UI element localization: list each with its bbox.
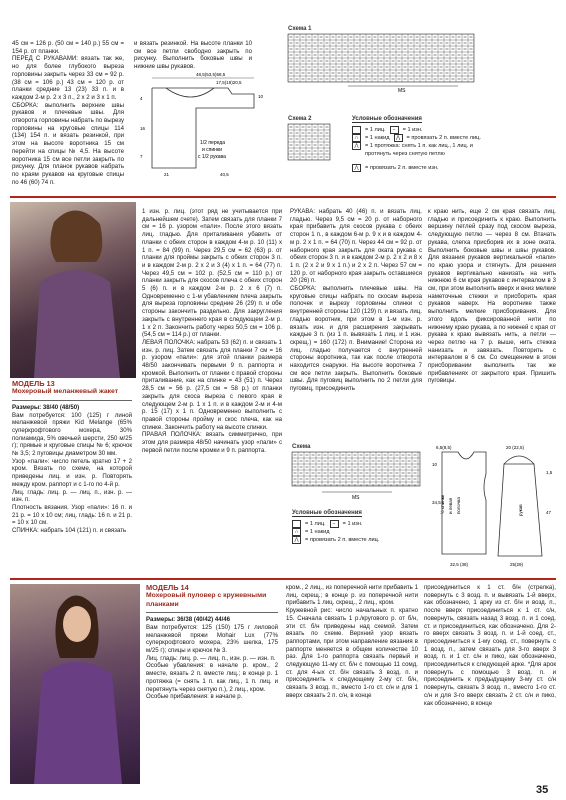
scheme2-title: Схема 2: [288, 116, 312, 122]
legend-bottom-sym: ⋀: [292, 536, 301, 544]
bottom-scheme-title: Схема: [292, 444, 311, 450]
legend-top-sym: ⋀: [352, 142, 361, 150]
p2-left3: полочка: [456, 497, 461, 514]
legend-bottom-text: = провязать 2 п. вместе лиц.: [305, 537, 380, 543]
legend-top-sym: [352, 126, 361, 134]
sec1-col4-text: к краю нить, еще 2 см края связать лиц. гладью и присоединить к краю. Выполнить вершину петлей сразу под скосом выреза, следующую петлю — через 8 см. Втачать рукава, слегка присборив их в зоне оката. Выполнить боковые швы и швы рукавов. Для вязания рукавов вертикальной «пали» по краю узора и стягнуть. Для решения рукавов вертикально нанизать на нить нижнюю 6 см края рукавов с интервалом в 3 см, при этом выполнить вверх и вниз мелкие наметочные стежки и присборить края рукавов наверх. На воротнике также выполнить мелкие присборивания. Для этого вдоль фиксированной нити по нижнему краю рукава, а по нижней с края от рукава к краю вывязать нить, а петли — через петлю на 7 р. выше, нить стежка нанизать и завязать. Повторить с интервалом в 6 см. Со смещением в этом присборивании выполнить так же прибавлениях от закрытого края. Пришить пуговицы.: [428, 208, 558, 385]
legend-bottom: [292, 520, 424, 544]
legend-top-text: = 1 накид: [365, 135, 390, 141]
model13-body: Вам потребуется: 100 (125) г линой меланжевой пряжи Kid Melange (65% суперкрофтового мохера, 30% полиамида, 5% овечьей шерсти, 250 м/25 г); прямые и круговые спицы № 6; крючок № 3,5; 2 пуговицы диаметром 30 мм. Узор «пали»: число петель кратно 17 + 2 кром. Вязать по схеме, на которой приведены лиц. и изн. р. Повторять между кром. раппорт и с 1-го по 4-й р. Лиц. гладь: лиц. р. — лиц. п., изн. р. — изн. п. Плотность вязания. Узор «пали»: 16 п. и 21 р. = 10 х 10 см; лиц. гладь: 16 п. и 21 р. = 10 х 10 см. СПИНКА: набрать 104 (121) п. и связать: [12, 411, 132, 535]
dim-top: 48,5(53,5)58,5: [196, 72, 226, 77]
scheme1-ms: MS: [398, 88, 406, 94]
page-number: 35: [536, 784, 549, 796]
model14-sizes: Размеры: 36/38 (40/42) 44/46: [146, 616, 231, 624]
bottom-scheme-ms: MS: [352, 495, 360, 501]
pattern-diagram-1: [136, 70, 274, 180]
model13-photo-figure: [10, 202, 136, 378]
label-half-front: 1/2 переда: [200, 140, 225, 146]
dim-left-c: 7: [140, 154, 143, 159]
model14-col2: Вам потребуется: 125 (150) 175 г лиловой меланжевой пряжи Mohair Lux (77% суперкрофтового мохера, 23% шелка, 175 м/25 г); спицы и крючок № 3. Лиц. гладь: лиц. р. — лиц. п., изн. р. — изн. п. Особые убавления: в начале р. кром., 2 вместе, вязать 2 п. вместе лиц.; в конце р. 1 протяжка (= снять 1 п. как лиц., 1 п. лиц. и перетянуть через снятую п.), 2 лиц., кром. Особые прибавления: в начале р.: [146, 623, 278, 701]
bottom-legend-title: Условные обозначения: [292, 510, 362, 516]
p2-d4: 34,5: [432, 500, 441, 505]
p2-top2: 20 (22,5): [506, 445, 525, 450]
model13-photo: [10, 202, 136, 378]
scheme1-grid: [288, 34, 488, 92]
model14-subtitle: Мохеровый пуловер с кружевными планками: [146, 592, 267, 608]
model13-sizes: Размеры: 38/40 (48/50): [12, 403, 80, 411]
sec1-col3-text: РУКАВА: набрать 40 (46) п. и вязать лиц. гладью. Через 9,5 см = 20 р. от наборного края прибавить для скосов рукава с обеих сторон 1 п., в каждом 6-м р. 9 х и в каждом 4-м р. 2 х 1 п. = 64 (70) п. Через 44 см = 92 р. от наборного края закрыть для оката рукава с обеих сторон 3 п. и в каждом 2-м р. 2 х 2 и 8 х 1 п. (2 х 2 и 9 х 1 п.) и 2 х 2 п. Через 57 см = 120 р. от наборного края закрыть оставшиеся 20 (26) п. СБОРКА: выполнить плечевые швы. На круговые спицы набрать по скосам выреза полочек и вырезу горловины спинки с внутренней стороны 120 (129) п. и вязать лиц. гладью воротник, при этом в 1-м изн. р. вязать изн. и для расширения закрывать каждые 3 п. (из 1 п. вывязать 1 лиц. и 1 изн. скрещ.) = 160 (172) п. Внимание! Сторона из лиц. гладью получается с внутренней стороны воротника, так как после отворота находится снаружи. На высоте воротника 7 см все петли закрыть. Выполнить боковые швы. Для пуговиц выполнить по 2 петли для пуговиц, присоединить: [290, 208, 422, 393]
model13-title: МОДЕЛЬ 13: [12, 379, 55, 388]
pattern-diagram-2: [430, 444, 558, 572]
dim-cuff: 10: [258, 94, 264, 99]
legend-top-text: = 1 лиц.: [365, 127, 386, 133]
model14-photo-figure: [10, 584, 140, 784]
legend-top: [352, 126, 502, 172]
legend-top-sym: ∩: [352, 134, 361, 142]
p2-left1: ½ спинки: [440, 494, 445, 514]
legend-bottom-text: = 1 накид: [305, 529, 330, 535]
model14-photo: [10, 584, 140, 784]
legend-bottom-row: [292, 528, 424, 536]
model14-caption: [146, 584, 278, 764]
section-rule-2: [10, 578, 556, 580]
model14-title: МОДЕЛЬ 14: [146, 583, 189, 592]
scheme2-grid: [288, 124, 344, 166]
p2-d2: 25(29): [510, 562, 524, 567]
model13-rule: [12, 400, 132, 401]
legend-top-row: [352, 164, 502, 172]
legend-top-row: [352, 134, 502, 142]
p2-top1: 6,5(8,5): [436, 445, 452, 450]
p2-d1: 32,5 (38): [450, 562, 469, 567]
legend-top-title: Условные обозначения: [352, 116, 422, 122]
legend-top-sym: ⋀: [394, 134, 403, 142]
legend-top-text: = провязать 2 п. вместе лиц.: [406, 135, 481, 141]
legend-bottom-row: [292, 520, 424, 528]
scheme1-title: Схема 1: [288, 26, 312, 32]
section-rule-1: [10, 196, 556, 198]
model14-col4-text: присоединиться к 1 ст. б/н (стрелка), повернуть с 3 возд. п. и вывязать 1-й вверх, как обозначено, 1 арку из ст. б/н и возд. п., после вверх присоединиться к 1 ст. с/н, повернуть, связать назад 3 возд. п. и 1 соед. ст. и присоединиться, как обозначено. Для 2-го вверх связать 3 возд. п. и 1-й соед. ст., присоединиться к 1-му соед. ст., повернуть с 1 возд. п., затем связать для 3-го вверх 3 возд. п. и 1 ст. с/н и пико, как обозначено, присоединиться к следующей арке. *Для арок повернуть с помощью 3 возд. п. и присоединить к предыдущему 3-му ст. с/н повернуть, связать 3 возд. п., вместо 1-го ст. с/н и для 3-го вверх связать 2 ст. с/н и пико, как обозначено, в конце: [424, 584, 558, 707]
dim-left-a: 4: [140, 96, 143, 101]
label-and-back: и спинки: [202, 147, 222, 153]
col2-top-text: и вязать резинкой. На высоте планки 10 см все петли свободно закрыть по рисунку. Выполнить боковые швы и нижние швы рукавов.: [134, 40, 254, 71]
model13-caption: [12, 380, 132, 610]
legend-top-sym: ⋀: [352, 164, 361, 172]
dim-bottom-left: 21: [164, 172, 170, 177]
sec1-col2-text: 1 изн. р. лиц. (этот ряд не учитывается при дальнейшем счете). Затем связать для планки 7 см = 16 р. узором «пали». После этого вязать лиц. гладью. Для приталивания убавить от планки с обеих сторон в каждом 4-м р. 10 (11) х 1 п. = 84 (99) п. Через 29,5 см = 62 (63) р. от планки для проймы закрыть с обеих сторон 3 п. и в каждом 2-м р. 2 х 2 и 3 (4) х 1 п. = 64 (77) п. Через 49,5 см = 102 р. (52,5 см = 110 р.) от планки закрыть для скосов плеча с обеих сторон 5 (6) п. и в каждом 2-м р. 2 х 6 (7) п. Одновременно с 1-м убавлением плеча закрыть для выреза горловины средние 26 (29) п. и обе стороны закончить раздельно. Для закругления закрыть с внутреннего края в следующем 2-м р. 1 х 2 п. Закончить работу через 50,5 см = 106 р. (54,5 см = 114 р.) от планки. ЛЕВАЯ ПОЛОЧКА: набрать 53 (62) п. и связать 1 изн. р. лиц. Затем связать для планки 7 см = 16 р. узором «пали»: для этой планки размера 48/50 закончивать первыми 9 п. раппорта и кромкой. Выполнить от планки с правой стороны приталивание, как на спинке = 43 (51) п. Через 28,5 см = 56 р. (27,5 см = 58 р.) от планки закрыть для скоса выреза с левого края в следующем 2-м р. 1 х 1 п. и в каждом 2-м и 4-м р. 15 (17) х 1 п. Одновременно выполнить с правой стороны пройму и скос плеча, как на спинке. Закончить работу на высоте спинки. ПРАВАЯ ПОЛОЧКА: вязать симметрично, при этом для размера 48/50 начинать узор «пали» с первой петли после кромки и 9 п. раппорта.: [142, 208, 282, 454]
bottom-scheme-grid: [292, 452, 424, 504]
legend-bottom-row: [292, 536, 424, 544]
legend-bottom-text: = 1 изн.: [342, 521, 363, 527]
legend-bottom-sym: [292, 520, 301, 528]
legend-bottom-text: = 1 лиц.: [305, 521, 326, 527]
label-half-sleeve: с 1/2 рукава: [198, 154, 226, 160]
dim-bottom: 40,5: [220, 172, 229, 177]
legend-bottom-sym: −: [330, 520, 339, 528]
model14-col3-text: кром., 2 лиц., из поперечной нити прибавить 1 лиц. скрещ.; в конце р. из поперечной нити прибавить 1 лиц. скрещ., 2 лиц., кром. Кружевной рис: число начальных п. кратно 15. Сначала связать 1 р./кругового р. от б/н, эти ст. б/н приведены над схемой. Затем вязать по схеме. Верхний узор вязать раппортами, при этом направление вязания в раппорте меняется в общем количестве 10 раз. Для 1-го раппорта связать первый и следующую 11-му ст. б/н с помощью 11 сомд. ст. для 4-ых ст. б/н связать 3 возд. п. и присоединить к следующему 2-му ст. б/н, связать 3 возд. п., вместо 1-го ст. с/н и для 1 вверх связать 2 п. с/н, в конце: [286, 584, 418, 699]
legend-top-row: [352, 142, 502, 158]
dim-left-b: 16: [140, 126, 146, 131]
p2-d5: 47: [546, 510, 552, 515]
p2-d3: 10: [432, 462, 438, 467]
model14-rule: [146, 612, 278, 613]
p2-left2: и левая: [448, 497, 453, 514]
model13-subtitle: Мохеровый меланжевый жакет: [12, 388, 119, 396]
p2-d6: 1,5: [546, 470, 553, 475]
col1-top-text: 45 см = 126 р. (50 см = 140 р.) 55 см = 154 р. от планки. ПЕРЕД С РУКАВАМИ: вязать так же, но для более глубокого выреза горловины закрыть через 33 см = 92 р. (38 см = 106 р.) 43 см = 120 р. от планки средние 13 (23) 33 п. и в каждом 2-м р. 2 х 3 п., 2 х 2 и 3 х 1 п. СБОРКА: выполнить верхние швы рукавов и плечевые швы. Для отворота горловины набрать по вырезу горловины на круговые спицы 114 (134) 154 п. и вязать резинкой, при этом на высоте воротника 15 см перейти на спицы № 4,5. На высоте воротника 15 см все петли закрыть по рисунку. Для планок рукавов набрать по краям рукавов на круговые спицы по 46 (60) 74 п.: [12, 40, 124, 186]
legend-top-sym: −: [390, 126, 399, 134]
legend-top-text: = 1 изн.: [402, 127, 423, 133]
p2-sleeve: рукав: [518, 504, 523, 516]
legend-bottom-sym: ∩: [292, 528, 301, 536]
legend-top-row: [352, 126, 502, 134]
dim-neck: 17,5(19)20,5: [216, 80, 242, 85]
legend-top-text: = провязать 2 п. вместе изн.: [365, 165, 439, 171]
legend-top-text: = 1 протяжка: снять 1 п. как лиц., 1 лиц. и протянуть через снятую петлю: [365, 143, 473, 157]
